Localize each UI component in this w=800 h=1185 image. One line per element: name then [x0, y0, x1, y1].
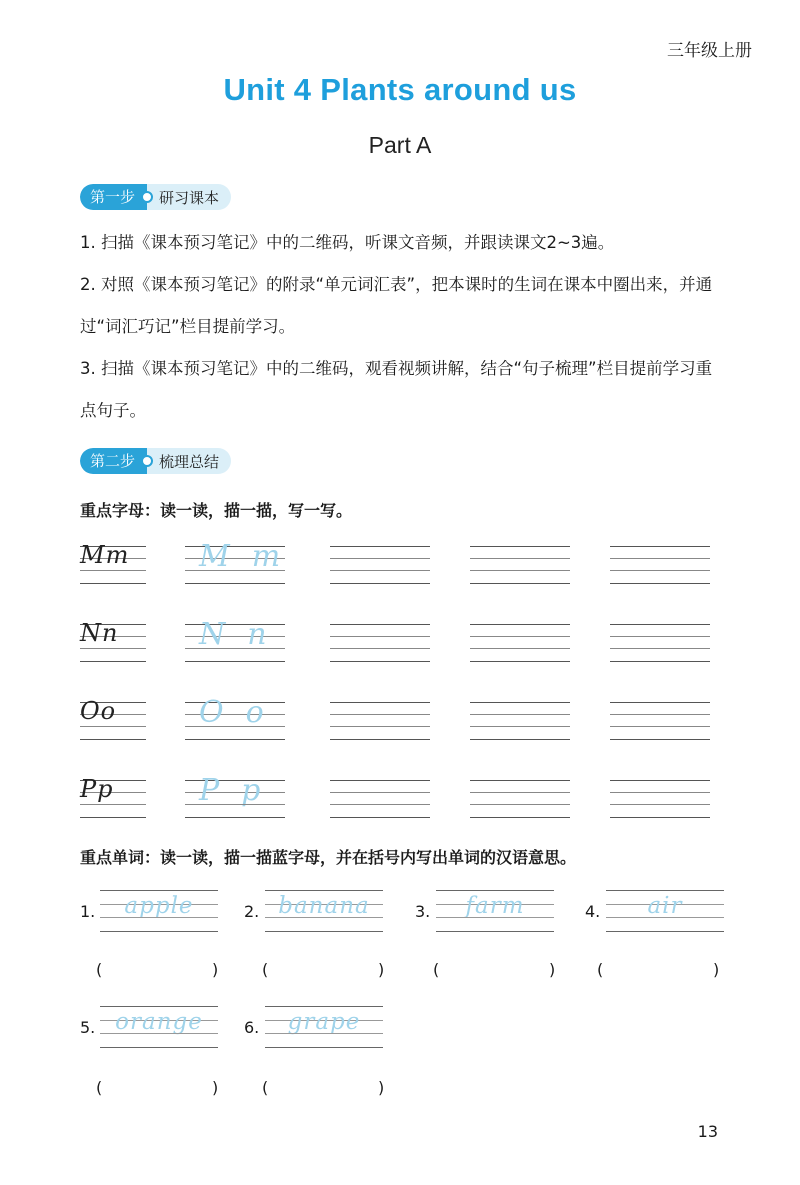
letter-sample: Oo	[80, 697, 117, 725]
word-text: apple	[124, 893, 194, 919]
letter-sample: Nn	[80, 619, 119, 647]
letter-sample-box	[80, 619, 146, 662]
part-title: Part A	[368, 132, 432, 158]
word-text: grape	[287, 1009, 361, 1035]
word-text: orange	[115, 1009, 203, 1035]
letter-practice-line[interactable]	[330, 702, 430, 740]
paren-close: )	[212, 960, 219, 979]
step1-item-3: 3. 扫描《课本预习笔记》中的二维码，观看视频讲解，结合“句子梳理”栏目提前学习重点句子。	[80, 359, 713, 420]
words-heading: 重点单词：读一读，描一描蓝字母，并在括号内写出单词的汉语意思。	[80, 848, 577, 867]
letter-practice-line[interactable]	[330, 624, 430, 662]
word-trace-apple[interactable]	[100, 890, 218, 932]
letter-sample: Pp	[80, 775, 114, 803]
step2-badge	[80, 448, 231, 474]
step1-badge	[80, 184, 231, 210]
letter-sample: Mm	[80, 541, 130, 569]
paren-close: )	[378, 960, 385, 979]
letter-sample-box	[80, 697, 146, 740]
step2-number: 第二步	[80, 448, 147, 474]
paren-open: (	[96, 960, 103, 979]
word-number: 6.	[244, 1018, 260, 1037]
word-trace-air[interactable]	[606, 890, 724, 932]
step1-item-1: 1. 扫描《课本预习笔记》中的二维码，听课文音频，并跟读课文2~3遍。	[80, 233, 615, 252]
word-text: farm	[465, 893, 525, 919]
letter-trace-box[interactable]	[185, 539, 303, 584]
word-text: banana	[278, 893, 370, 919]
letter-practice-line[interactable]	[610, 624, 710, 662]
letter-sample-box	[80, 775, 146, 818]
paren-close: )	[378, 1078, 385, 1097]
step1-name: 研习课本	[159, 188, 220, 207]
paren-close: )	[212, 1078, 219, 1097]
letter-trace: Oo	[199, 695, 286, 730]
paren-open: (	[96, 1078, 103, 1097]
letters-heading: 重点字母：读一读，描一描，写一写。	[80, 501, 353, 520]
letter-trace-box[interactable]	[185, 695, 286, 740]
word-number: 1.	[80, 902, 96, 921]
letter-trace: Nn	[199, 617, 289, 652]
word-number: 3.	[415, 902, 431, 921]
meaning-input[interactable]	[609, 955, 709, 985]
meaning-input[interactable]	[108, 955, 208, 985]
meaning-input[interactable]	[274, 1073, 374, 1103]
letter-practice-line[interactable]	[330, 546, 430, 584]
step1-item-2: 2. 对照《课本预习笔记》的附录“单元词汇表”，把本课时的生词在课本中圈出来，并通过“词汇巧记”栏目提前学习。	[80, 275, 713, 336]
badge-dot-icon	[141, 455, 153, 467]
letter-trace-box[interactable]	[185, 617, 289, 662]
word-trace-grape[interactable]	[265, 1006, 383, 1048]
letter-practice-line[interactable]	[470, 780, 570, 818]
grade-label: 三年级上册	[667, 41, 752, 61]
word-text: air	[647, 893, 683, 919]
letter-practice-line[interactable]	[610, 780, 710, 818]
letter-practice-line[interactable]	[610, 546, 710, 584]
meaning-input[interactable]	[108, 1073, 208, 1103]
paren-close: )	[713, 960, 720, 979]
word-number: 5.	[80, 1018, 96, 1037]
step1-number: 第一步	[80, 184, 147, 210]
badge-dot-icon	[141, 191, 153, 203]
paren-open: (	[262, 960, 269, 979]
page-number: 13	[697, 1122, 718, 1141]
letter-practice-line[interactable]	[470, 546, 570, 584]
letter-trace: Pp	[199, 773, 283, 808]
letter-trace-box[interactable]	[185, 773, 285, 818]
paren-open: (	[262, 1078, 269, 1097]
letter-practice-line[interactable]	[330, 780, 430, 818]
word-trace-orange[interactable]	[100, 1006, 218, 1048]
letter-trace: Mm	[199, 539, 303, 574]
letter-practice-line[interactable]	[610, 702, 710, 740]
word-trace-banana[interactable]	[265, 890, 383, 932]
unit-title: Unit 4 Plants around us	[223, 72, 577, 107]
paren-close: )	[549, 960, 556, 979]
word-number: 4.	[585, 902, 601, 921]
step2-name: 梳理总结	[159, 452, 220, 471]
letter-practice-line[interactable]	[470, 624, 570, 662]
letter-sample-box	[80, 541, 146, 584]
letter-practice-line[interactable]	[470, 702, 570, 740]
paren-open: (	[433, 960, 440, 979]
word-number: 2.	[244, 902, 260, 921]
meaning-input[interactable]	[274, 955, 374, 985]
meaning-input[interactable]	[445, 955, 545, 985]
paren-open: (	[597, 960, 604, 979]
word-trace-farm[interactable]	[436, 890, 554, 932]
